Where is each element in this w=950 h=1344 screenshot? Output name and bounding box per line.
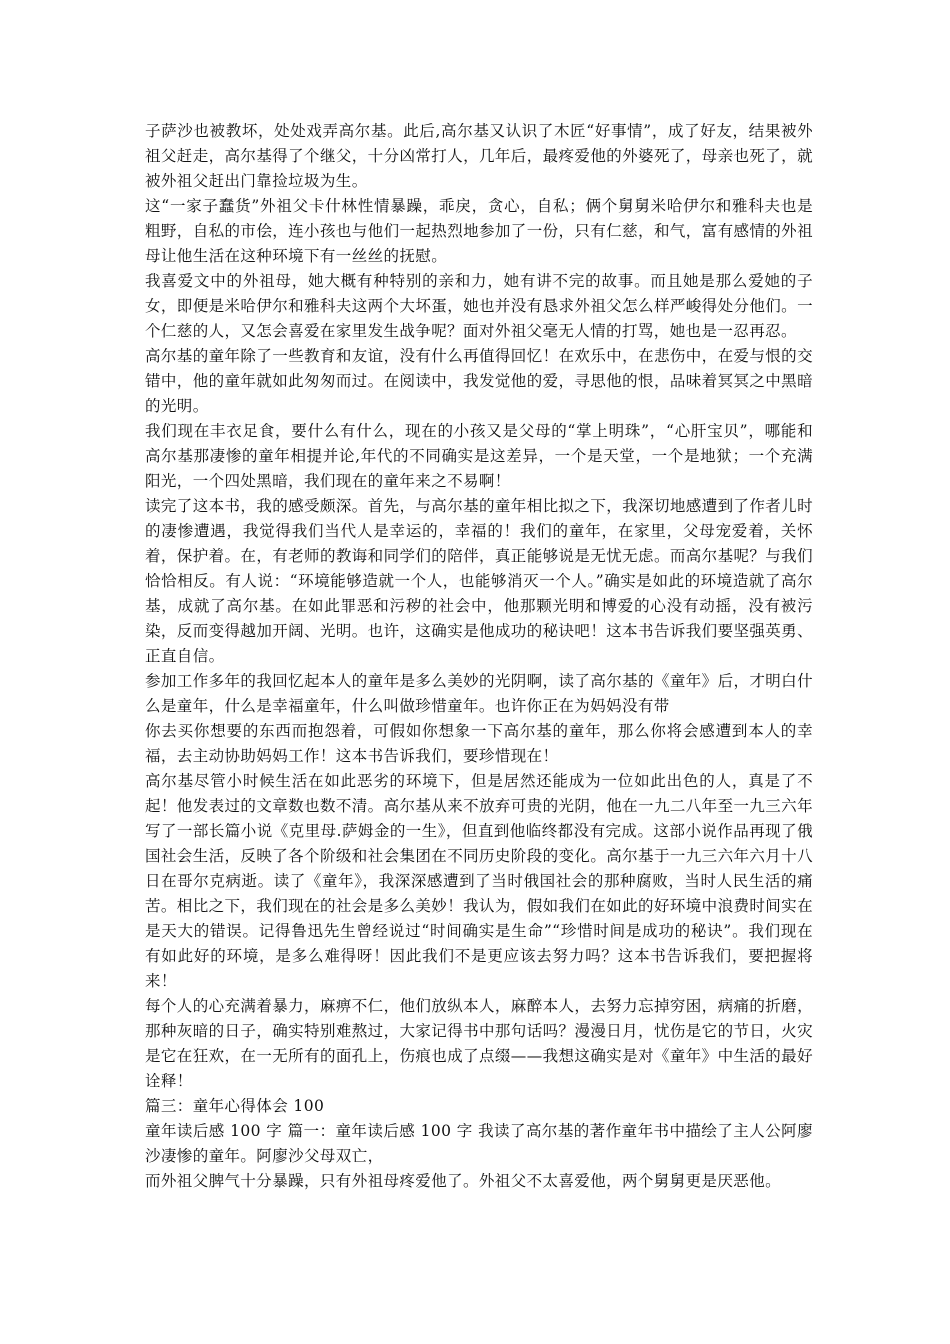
paragraph-3: 我喜爱文中的外祖母，她大概有种特别的亲和力，她有讲不完的故事。而且她是那么爱她的子女，即便是米哈伊尔和雅科夫这两个大坏蛋，她也并没有恳求外祖父怎么样严峻得处分他们。一个仁慈的人，又怎会喜爱在家里发生战争呢？面对外祖父毫无人情的打骂，她也是一忍再忍。 (145, 272, 813, 340)
paragraph-10: 每个人的心充满着暴力，麻痹不仁，他们放纵本人，麻醉本人，去努力忘掉穷困，病痛的折磨，那种灰暗的日子，确实特别难熬过，大家记得书中那句话吗？漫漫日月，忧伤是它的节日，火灾是它在狂欢，在一无所有的面孔上，伤痕也成了点缀——我想这确实是对《童年》中生活的最好诠释！ (145, 997, 813, 1090)
paragraph-6: 读完了这本书，我的感受颇深。首先，与高尔基的童年相比拟之下，我深切地感遭到了作者儿时的凄惨遭遇，我觉得我们当代人是幸运的，幸福的！我们的童年，在家里，父母宠爱着，关怀着，保护着。在，有老师的教诲和同学们的陪伴，真正能够说是无忧无虑。而高尔基呢？与我们恰恰相反。有人说：“环境能够造就一个人，也能够消灭一个人。”确实是如此的环境造就了高尔基，成就了高尔基。在如此罪恶和污秽的社会中，他那颗光明和博爱的心没有动摇，没有被污染，反而变得越加开阔、光明。也许，这确实是他成功的秘诀吧！这本书告诉我们要坚强英勇、正直自信。 (145, 497, 813, 665)
paragraph-7: 参加工作多年的我回忆起本人的童年是多么美妙的光阴啊，读了高尔基的《童年》后，才明白什么是童年，什么是幸福童年，什么叫做珍惜童年。也许你正在为妈妈没有带 (145, 672, 813, 715)
paragraph-2: 这“一家子蠢货”外祖父卡什林性情暴躁，乖戾，贪心，自私；俩个舅舅米哈伊尔和雅科夫也是粗野，自私的市侩，连小孩也与他们一起热烈地参加了一份，只有仁慈，和气，富有感情的外祖母让他生活在这种环境下有一丝丝的抚慰。 (145, 197, 813, 265)
section-heading: 篇三：童年心得体会 100 (145, 1097, 325, 1115)
paragraph-5: 我们现在丰衣足食，要什么有什么，现在的小孩又是父母的“掌上明珠”，“心肝宝贝”，哪能和高尔基那凄惨的童年相提并论,年代的不同确实是这差异，一个是天堂，一个是地狱；一个充满阳光，一个四处黑暗，我们现在的童年来之不易啊！ (145, 422, 813, 490)
paragraph-4: 高尔基的童年除了一些教育和友谊，没有什么再值得回忆！在欢乐中，在悲伤中，在爱与恨的交错中，他的童年就如此匆匆而过。在阅读中，我发觉他的爱，寻思他的恨，品味着冥冥之中黑暗的光明。 (145, 347, 813, 415)
section-paragraph-2: 而外祖父脾气十分暴躁，只有外祖母疼爱他了。外祖父不太喜爱他，两个舅舅更是厌恶他。 (145, 1172, 782, 1190)
paragraph-8: 你去买你想要的东西而抱怨着，可假如你想象一下高尔基的童年，那么你将会感遭到本人的幸福，去主动协助妈妈工作！这本书告诉我们，要珍惜现在！ (145, 722, 813, 765)
paragraph-9: 高尔基尽管小时候生活在如此恶劣的环境下，但是居然还能成为一位如此出色的人，真是了不起！他发表过的文章数也数不清。高尔基从来不放弃可贵的光阴，他在一九二八年至一九三六年写了一部长篇小说《克里母.萨姆金的一生》，但直到他临终都没有完成。这部小说作品再现了俄国社会生活，反映了各个阶级和社会集团在不同历史阶段的变化。高尔基于一九三六年六月十八日在哥尔克病逝。读了《童年》，我深深感遭到了当时俄国社会的那种腐败，当时人民生活的痛苦。相比之下，我们现在的社会是多么美妙！我认为，假如我们在如此的好环境中浪费时间实在是天大的错误。记得鲁迅先生曾经说过“时间确实是生命”“珍惜时间是成功的秘诀”。我们现在有如此好的环境，是多么难得呀！因此我们不是更应该去努力吗？这本书告诉我们，要把握将来！ (145, 772, 813, 990)
paragraph-1: 子萨沙也被教坏，处处戏弄高尔基。此后,高尔基又认识了木匠“好事情”，成了好友，结果被外祖父赶走，高尔基得了个继父，十分凶常打人，几年后，最疼爱他的外婆死了，母亲也死了，就被外祖父赶出门靠捡垃圾为生。 (145, 122, 813, 190)
document-page (145, 119, 813, 1194)
section-paragraph-1: 童年读后感 100 字 篇一：童年读后感 100 字 我读了高尔基的著作童年书中描绘了主人公阿廖沙凄惨的童年。阿廖沙父母双亡， (145, 1122, 813, 1165)
